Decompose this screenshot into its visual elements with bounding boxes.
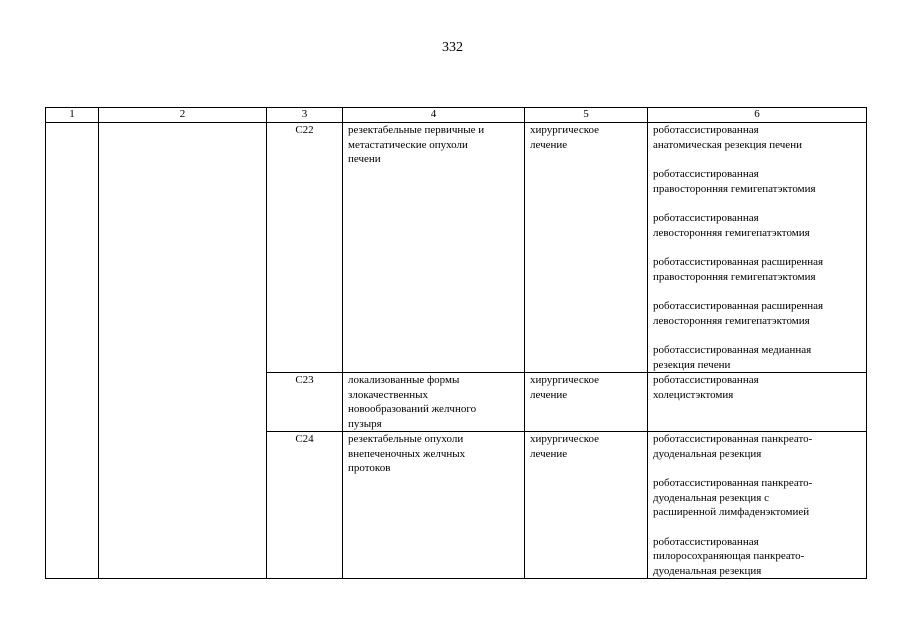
page-number: 332 — [442, 40, 463, 55]
method-item: роботассистированная холецистэктомия — [653, 374, 759, 401]
method-item: роботассистированная пилоросохраняющая панкреато- дуоденальная резекция — [653, 535, 805, 577]
methods-cell — [648, 432, 867, 579]
treatment-type-cell: хирургическое лечение — [525, 432, 648, 579]
column-header-4: 4 — [343, 108, 525, 123]
column-header-3: 3 — [267, 108, 343, 123]
cell-col1-empty — [46, 123, 99, 579]
method-item: роботассистированная левосторонняя гемигепатэктомия — [653, 212, 810, 239]
column-header-1: 1 — [46, 108, 99, 123]
column-header-2: 2 — [99, 108, 267, 123]
method-item: роботассистированная расширенная левосторонняя гемигепатэктомия — [653, 300, 824, 327]
treatment-type-cell: хирургическое лечение — [525, 373, 648, 432]
method-item: роботассистированная панкреато- дуоденальная резекция — [653, 433, 813, 460]
method-item: роботассистированная панкреато- дуоденальная резекция с расширенной лимфаденэктомией — [653, 477, 813, 518]
method-item: роботассистированная правосторонняя гемигепатэктомия — [653, 168, 816, 195]
document-table — [45, 107, 867, 579]
diagnosis-cell: резектабельные опухоли внепеченочных желчных протоков — [343, 432, 525, 579]
icd-code-cell: C23 — [267, 373, 343, 432]
table-row — [46, 123, 867, 373]
methods-cell — [648, 123, 867, 373]
diagnosis-cell: резектабельные первичные и метастатические опухоли печени — [343, 123, 525, 373]
treatment-type-cell: хирургическое лечение — [525, 123, 648, 373]
table-header-row — [46, 108, 867, 123]
methods-cell — [648, 373, 867, 432]
method-item: роботассистированная расширенная правосторонняя гемигепатэктомия — [653, 256, 824, 283]
method-item: роботассистированная медианная резекция печени — [653, 344, 812, 371]
icd-code-cell: C22 — [267, 123, 343, 373]
cell-col2-empty — [99, 123, 267, 579]
column-header-6: 6 — [648, 108, 867, 123]
method-item: роботассистированная анатомическая резекция печени — [653, 124, 802, 151]
icd-code-cell: C24 — [267, 432, 343, 579]
diagnosis-cell: локализованные формы злокачественных новообразований желчного пузыря — [343, 373, 525, 432]
column-header-5: 5 — [525, 108, 648, 123]
